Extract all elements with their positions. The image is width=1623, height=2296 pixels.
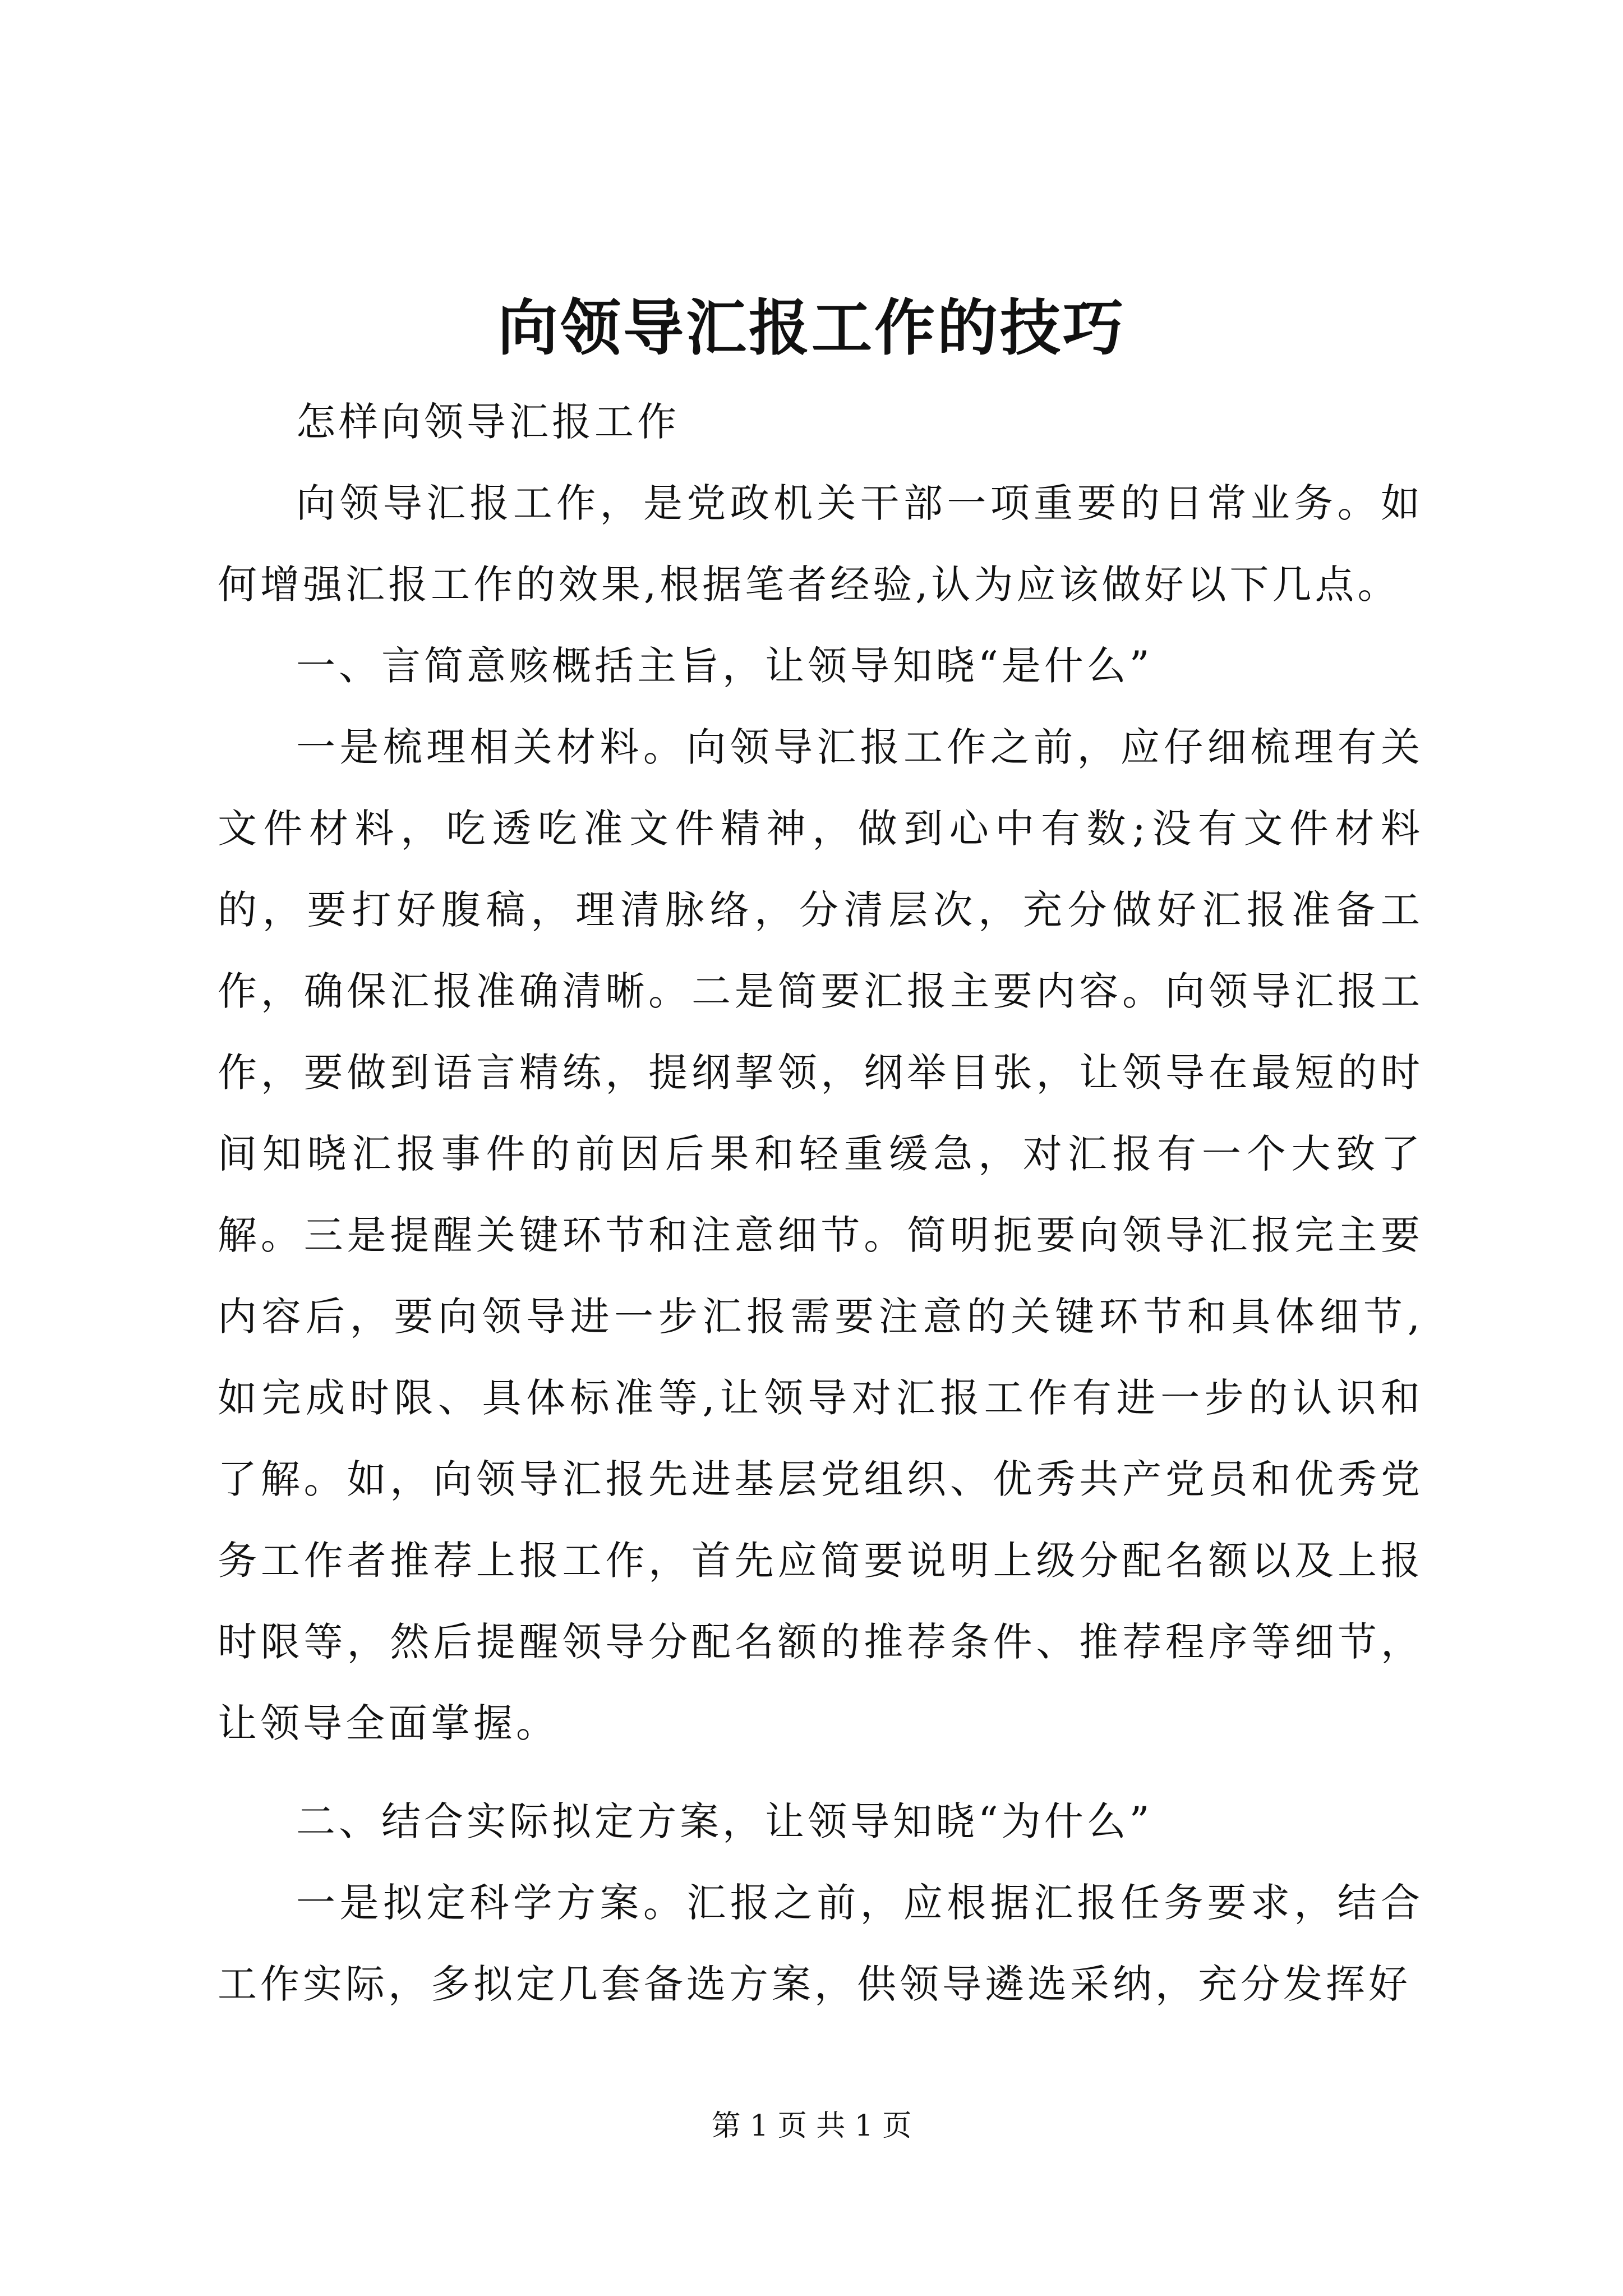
intro-paragraph: 向领导汇报工作，是党政机关干部一项重要的日常业务。如何增强汇报工作的效果,根据笔者经验,认为应该做好以下几点。 xyxy=(218,480,1423,608)
document-body xyxy=(218,381,1423,2025)
section-2-paragraph: 一是拟定科学方案。汇报之前，应根据汇报任务要求，结合工作实际，多拟定几套备选方案，供领导遴选采纳，充分发挥好 xyxy=(218,1880,1423,2007)
section-heading-1: 一、言简意赅概括主旨，让领导知晓“是什么” xyxy=(296,643,1153,689)
section-1-paragraph: 一是梳理相关材料。向领导汇报工作之前，应仔细梳理有关文件材料，吃透吃准文件精神，做到心中有数;没有文件材料的，要打好腹稿，理清脉络，分清层次，充分做好汇报准备工作，确保汇报准确清晰。二是简要汇报主要内容。向领导汇报工作，要做到语言精练，提纲挈领，纲举目张，让领导在最短的时间知晓汇报事件的前因后果和轻重缓急，对汇报有一个大致了解。三是提醒关键环节和注意细节。简明扼要向领导汇报完主要内容后，要向领导进一步汇报需要注意的关键环节和具体细节,如完成时限、具体标准等,让领导对汇报工作有进一步的认识和了解。如，向领导汇报先进基层党组织、优秀共产党员和优秀党务工作者推荐上报工作，首先应简要说明上级分配名额以及上报时限等，然后提醒领导分配名额的推荐条件、推荐程序等细节，让领导全面掌握。 xyxy=(218,724,1423,1746)
document-title: 向领导汇报工作的技巧 xyxy=(497,293,1126,364)
page-number-footer: 第 1 页 共 1 页 xyxy=(711,2109,912,2143)
subtitle-paragraph: 怎样向领导汇报工作 xyxy=(296,399,680,445)
section-heading-2: 二、结合实际拟定方案，让领导知晓“为什么” xyxy=(296,1798,1153,1844)
